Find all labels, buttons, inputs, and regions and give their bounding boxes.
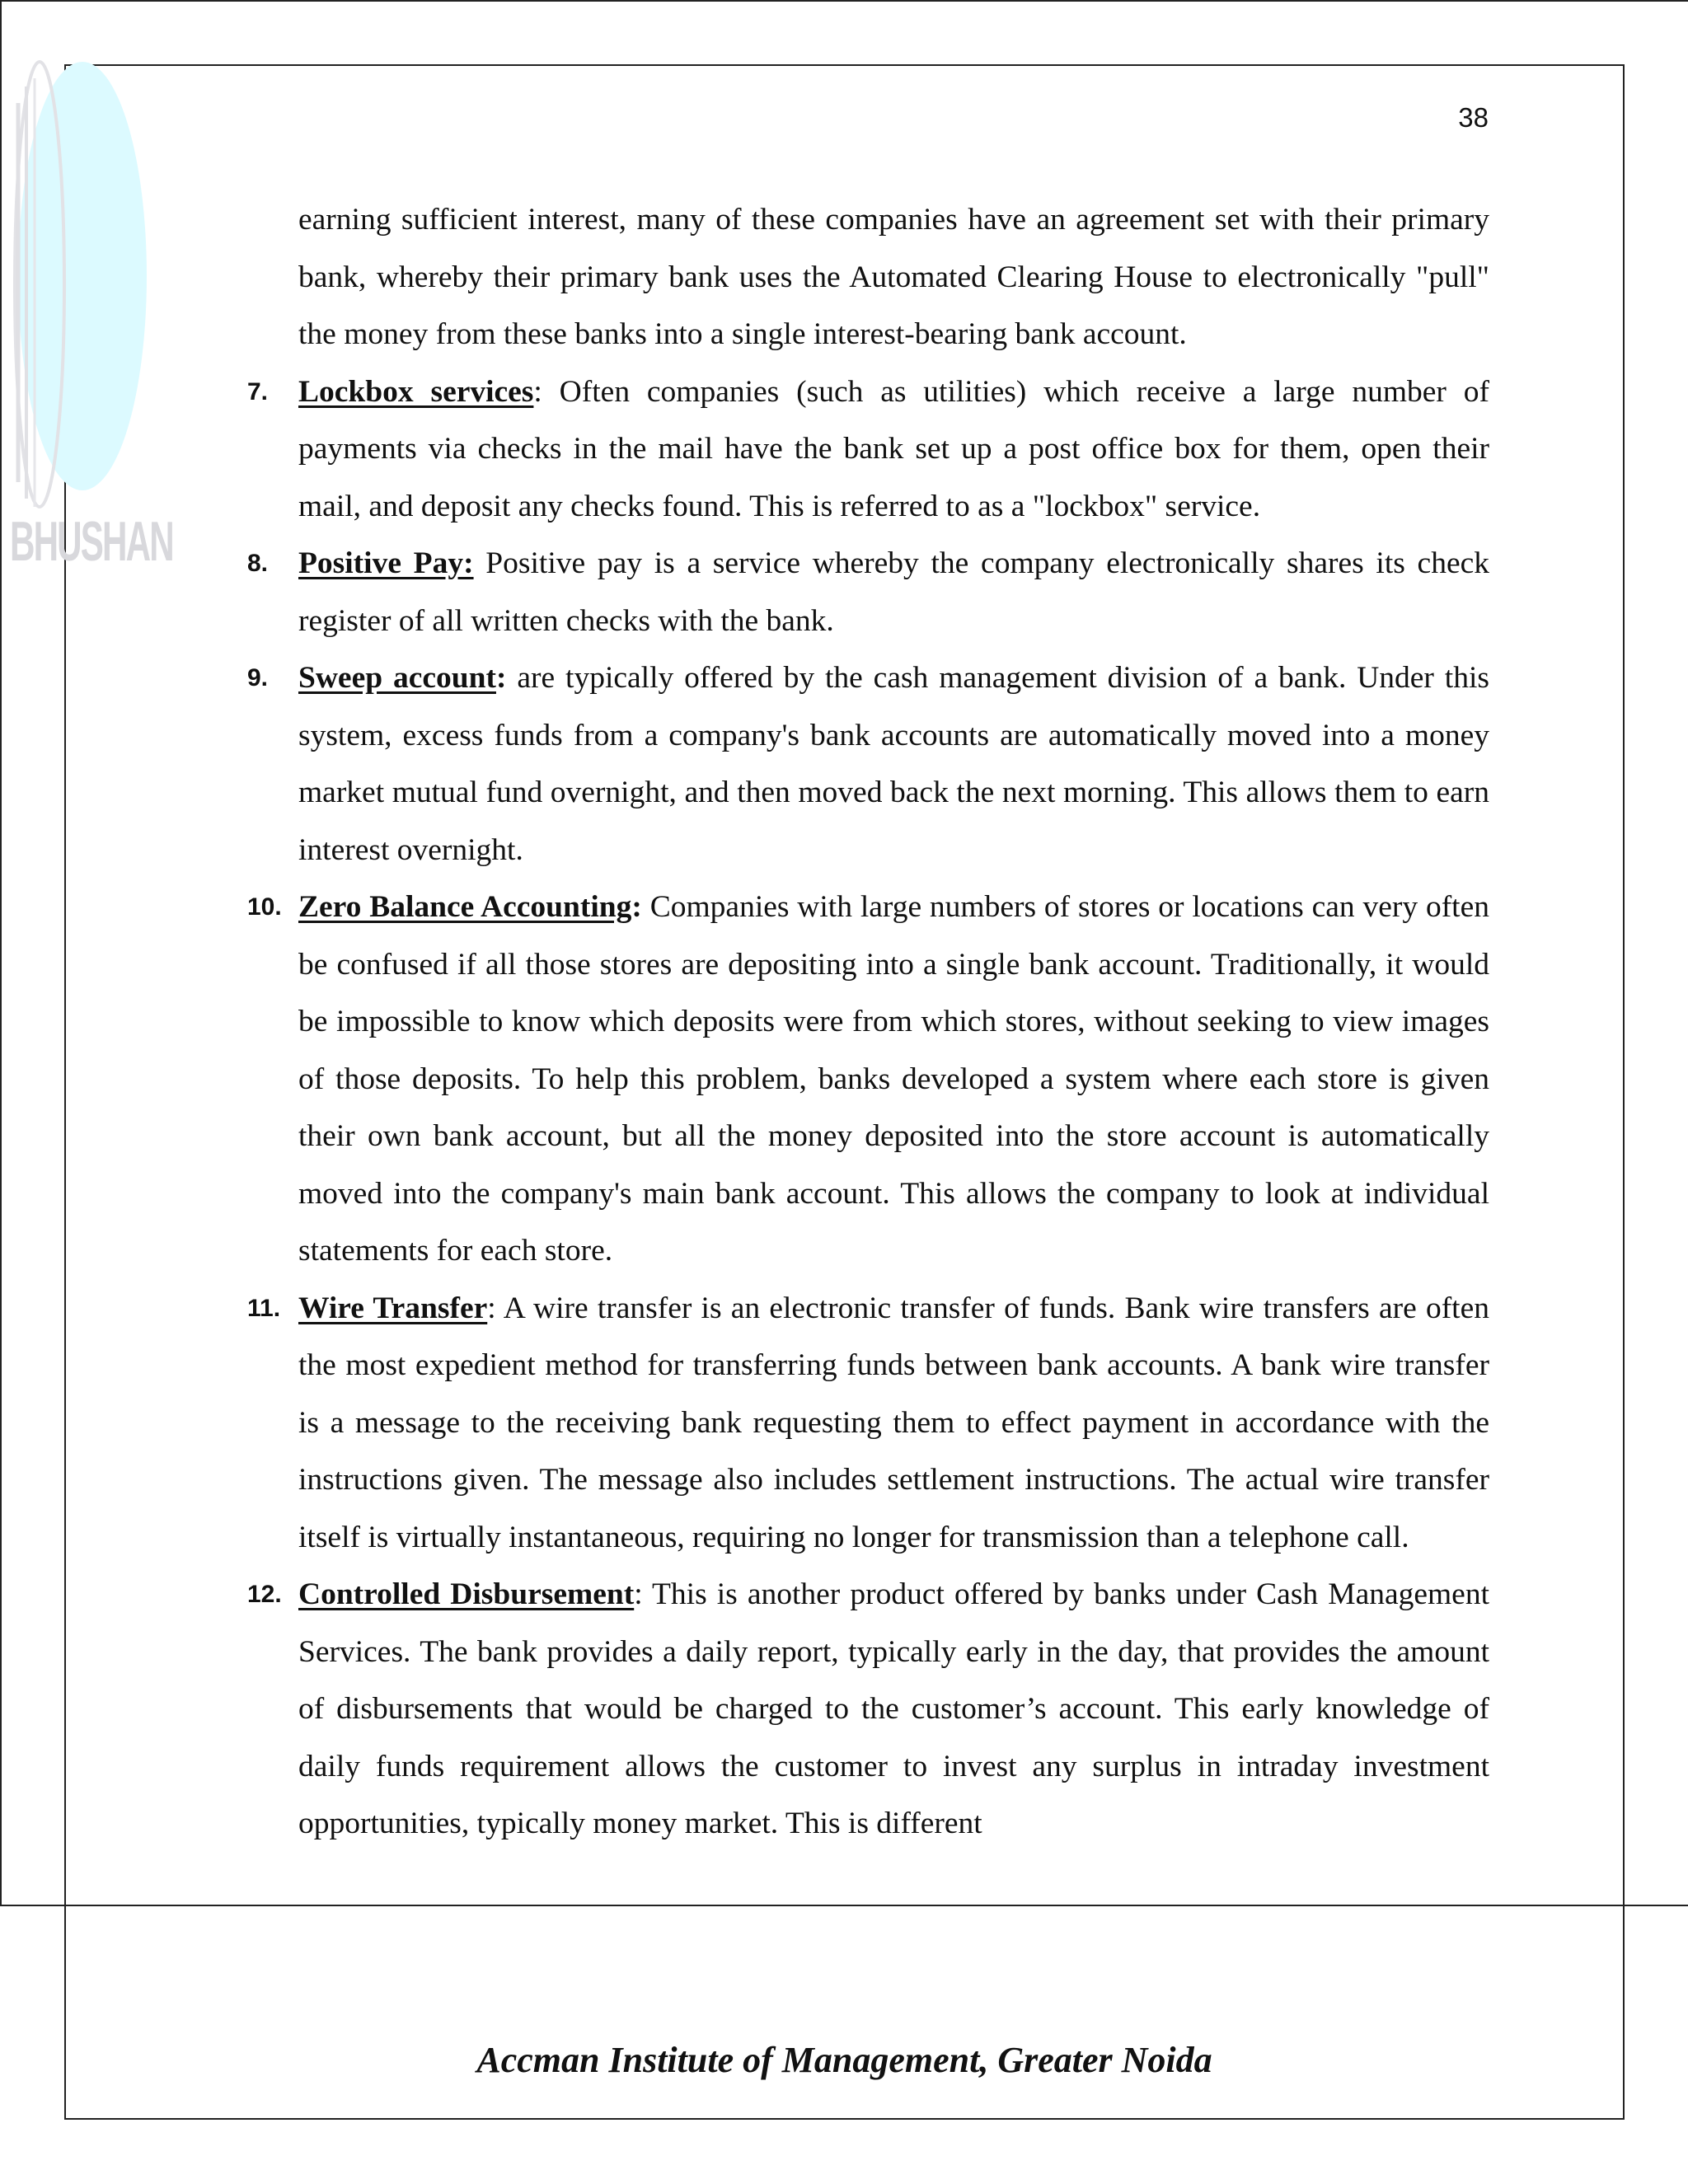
page-footer: Accman Institute of Management, Greater Noida	[476, 2040, 1212, 2080]
item-number: 10.	[247, 893, 282, 921]
intro-paragraph: earning sufficient interest, many of these companies have an agreement set with their primary bank, whereby their primary bank uses the Automated Clearing House to electronically "pull" the money from these banks into a single interest-bearing bank account.	[298, 203, 1489, 351]
item-paragraph	[298, 535, 1489, 649]
item-body: are typically offered by the cash management division of a bank. Under this system, excess funds from a company's bank accounts are automatically moved into a money market mutual fund overnight, and then moved back the next morning. This allows them to earn interest overnight.	[298, 661, 1489, 867]
item-colon: :	[533, 374, 542, 409]
list-item	[247, 1566, 1489, 1853]
item-term: Zero Balance Accounting	[298, 890, 632, 924]
item-term: Positive Pay:	[298, 546, 474, 580]
item-body: This is another product offered by banks under Cash Management Services. The bank provides a daily report, typically early in the day, that provides the amount of disbursements that would be charged to the customer’s account. This early knowledge of daily funds requirement allows the customer to invest any surplus in intraday investment opportunities, typically money market. This is different	[298, 1577, 1489, 1840]
item-term: Lockbox services	[298, 374, 534, 409]
item-term: Sweep account	[298, 661, 496, 695]
item-paragraph	[298, 1566, 1489, 1853]
item-body: Positive pay is a service whereby the company electronically shares its check register of all written checks with the bank.	[298, 546, 1489, 638]
item-colon: :	[487, 1291, 496, 1325]
item-term: Controlled Disbursement	[298, 1577, 635, 1611]
item-colon: :	[634, 1577, 643, 1611]
item-colon: :	[495, 661, 507, 695]
item-body: Often companies (such as utilities) which receive a large number of payments via checks in the mail have the bank set up a post office box for them, open their mail, and deposit any checks found. This is referred to as a "lockbox" service.	[298, 374, 1489, 523]
item-paragraph	[298, 649, 1489, 879]
list-item	[247, 1280, 1489, 1567]
institute-logo-watermark	[7, 37, 151, 581]
item-body: Companies with large numbers of stores or locations can very often be confused if all those stores are depositing into a single bank account. Traditionally, it would be impossible to know which deposits were from which stores, without seeking to view images of those deposits. To help this problem, banks developed a system where each store is given their own bank account, but all the money deposited into the store account is automatically moved into the company's main bank account. This allows the company to look at individual statements for each store.	[298, 890, 1489, 1268]
item-paragraph	[298, 363, 1489, 536]
item-paragraph	[298, 1280, 1489, 1567]
item-number: 12.	[247, 1581, 282, 1608]
item-number: 9.	[247, 664, 269, 691]
item-term: Wire Transfer	[298, 1291, 488, 1325]
watermark-text: BHUSHAN	[10, 510, 173, 573]
item-body: A wire transfer is an electronic transfer of funds. Bank wire transfers are often the most expedient method for transferring funds between bank accounts. A bank wire transfer is a message to the receiving bank requesting them to effect payment in accordance with the instructions given. The message also includes settlement instructions. The actual wire transfer itself is virtually instantaneous, requiring no longer for transmission than a telephone call.	[298, 1291, 1489, 1554]
item-paragraph	[298, 879, 1489, 1280]
item-number: 8.	[247, 550, 269, 577]
item-number: 11.	[247, 1294, 281, 1322]
list-item	[247, 879, 1489, 1280]
page-number: 38	[1458, 102, 1489, 133]
list-item	[247, 363, 1489, 536]
item-number: 7.	[247, 377, 269, 405]
list-item	[247, 535, 1489, 649]
item-colon: :	[631, 890, 642, 924]
page-content	[247, 191, 1489, 1853]
list-item	[247, 649, 1489, 879]
